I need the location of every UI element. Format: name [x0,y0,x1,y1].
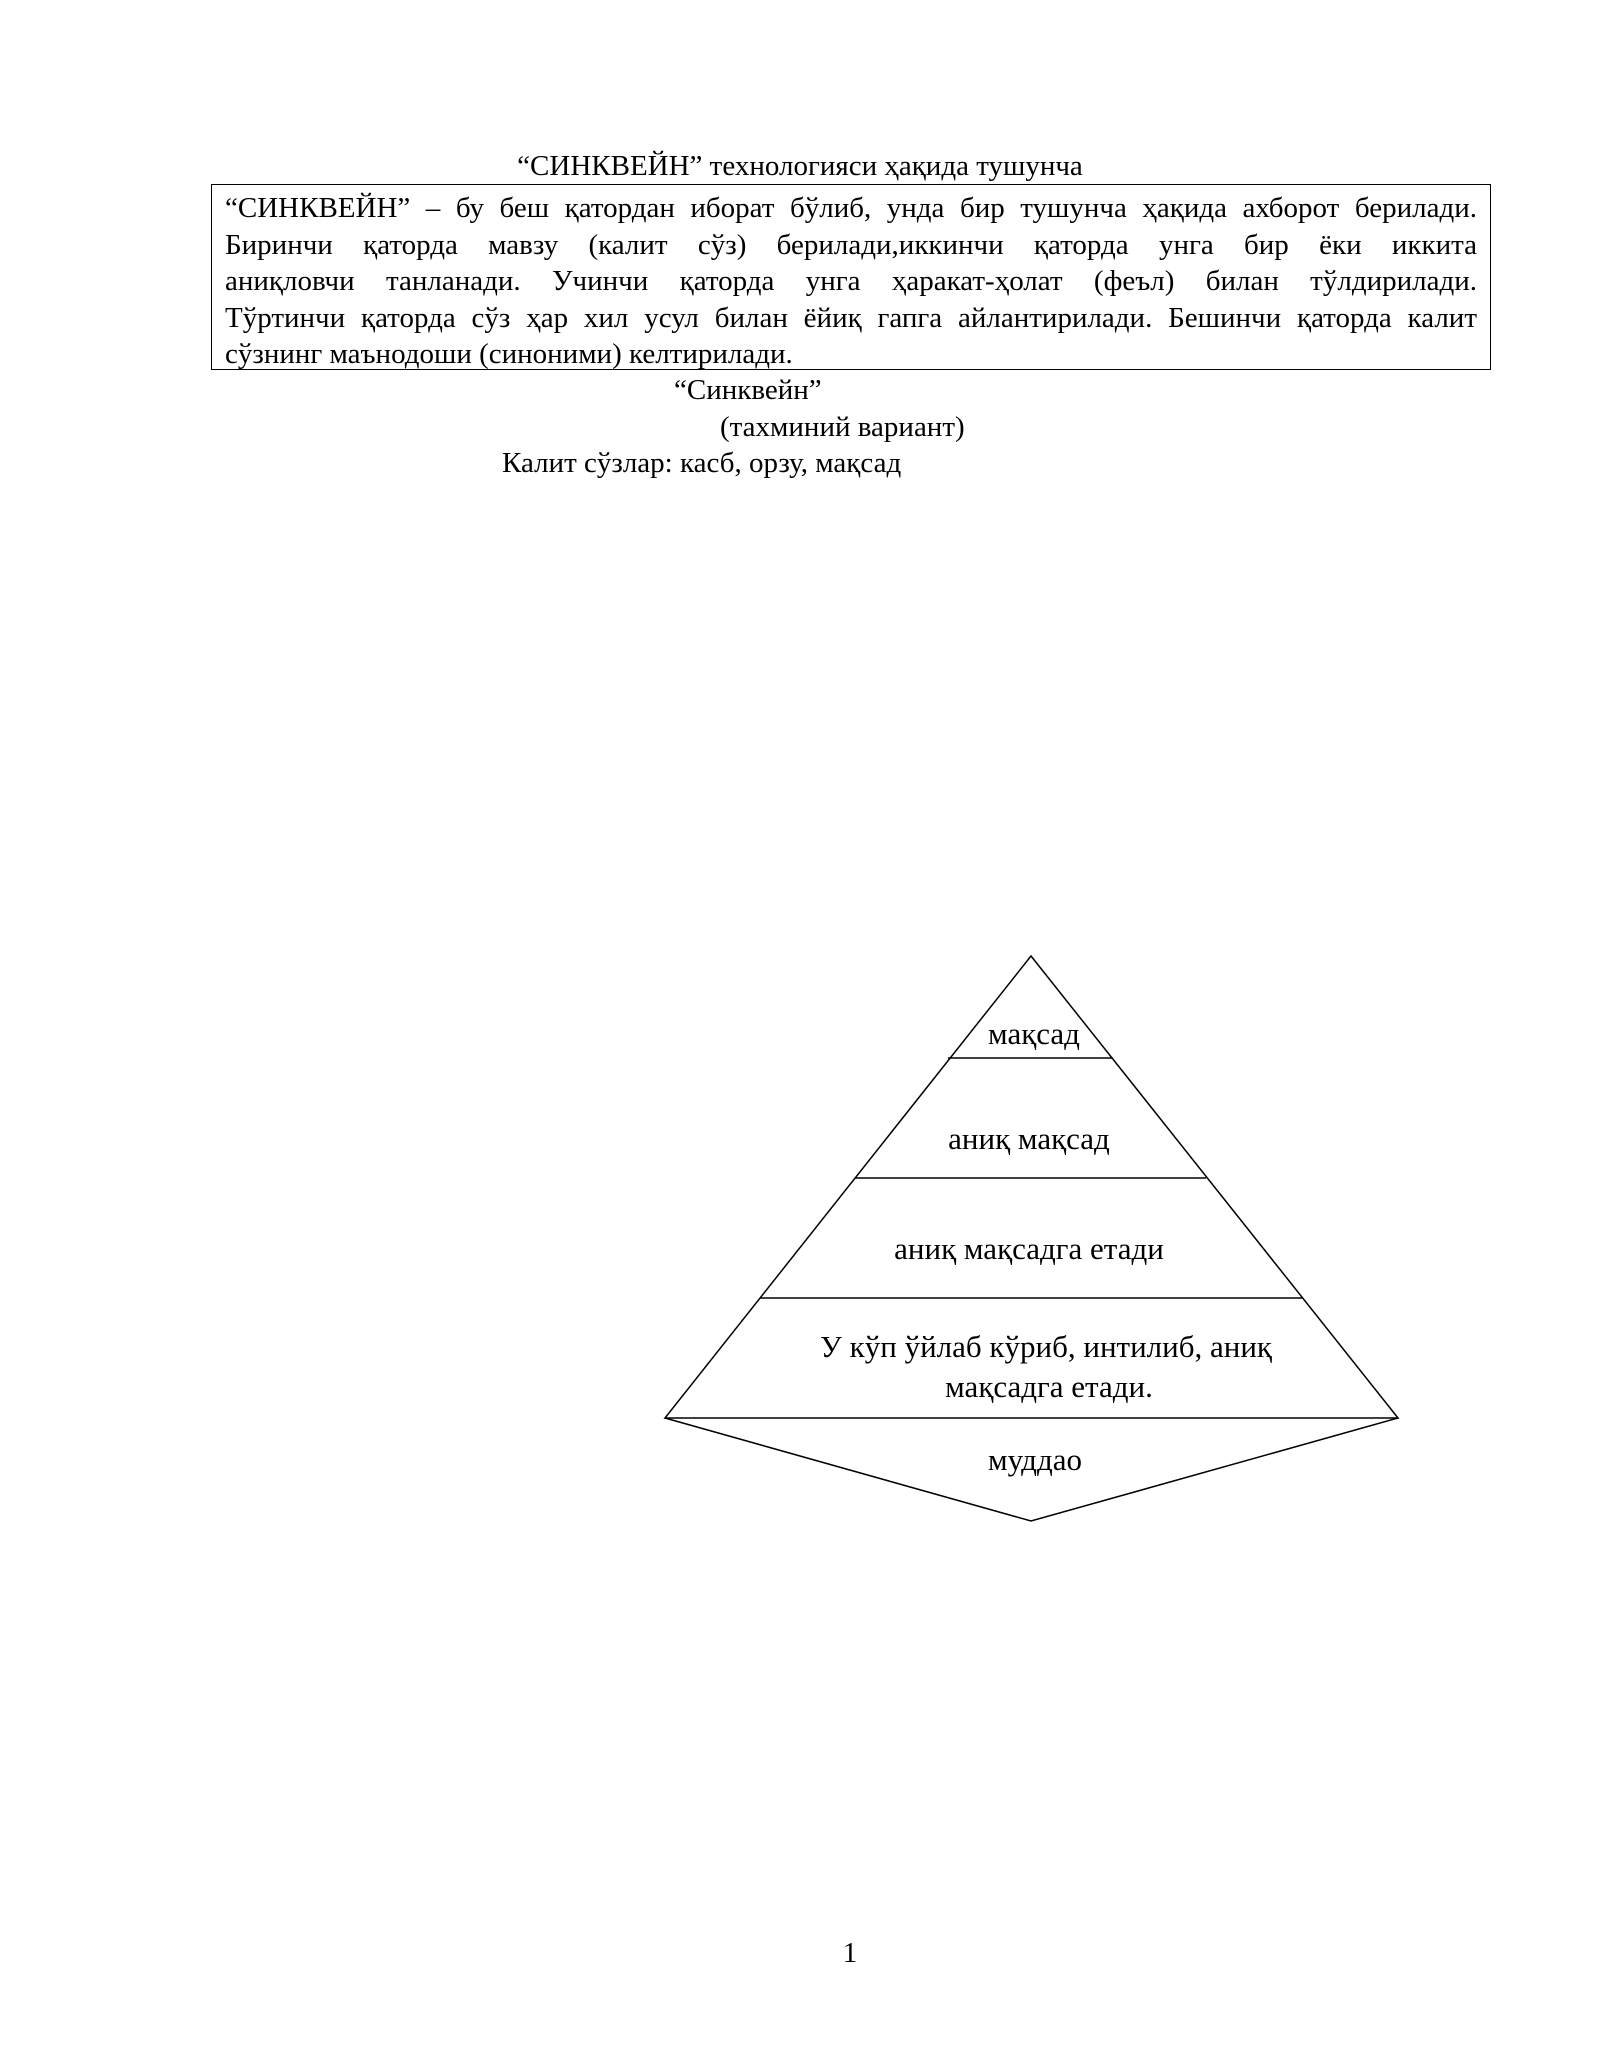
definition-line: Тўртинчи қаторда сўз ҳар хил усул билан ёйиқ гапга айлантирилади. Бешинчи қаторда калит [225,301,1477,334]
definition-line: Биринчи қаторда мавзу (калит сўз) берилади,иккинчи қаторда унга бир ёки иккита [225,228,1477,261]
pyramid-base-text: муддао [988,1442,1082,1477]
page-number: 1 [842,1937,858,1969]
cinquain-note: (тахминий вариант) [720,411,965,443]
pyramid-row-3-text: аниқ мақсадга етади [894,1231,1164,1266]
pyramid-row-4-text: У кўп ўйлаб кўриб, интилиб, аниқ [819,1329,1273,1364]
keywords-line: Калит сўзлар: касб, орзу, мақсад [502,447,902,479]
definition-line: “СИНКВЕЙН” – бу беш қатордан иборат бўлиб, унда бир тушунча ҳақида ахборот берилади. [225,192,1477,224]
cinquain-title: “Синквейн” [674,374,822,406]
pyramid-row-2-text: аниқ мақсад [948,1121,1110,1156]
document-heading: “СИНКВЕЙН” технологияси ҳақида тушунча [517,150,1083,182]
definition-line: аниқловчи танланади. Учинчи қаторда унга ҳаракат-ҳолат (феъл) билан тўлдирилади. [225,265,1477,297]
definition-line: сўзнинг маънодоши (синоними) келтирилади. [225,338,793,370]
pyramid-row-4-text: мақсадга етади. [945,1369,1153,1404]
pyramid-row-1-text: мақсад [988,1016,1080,1051]
